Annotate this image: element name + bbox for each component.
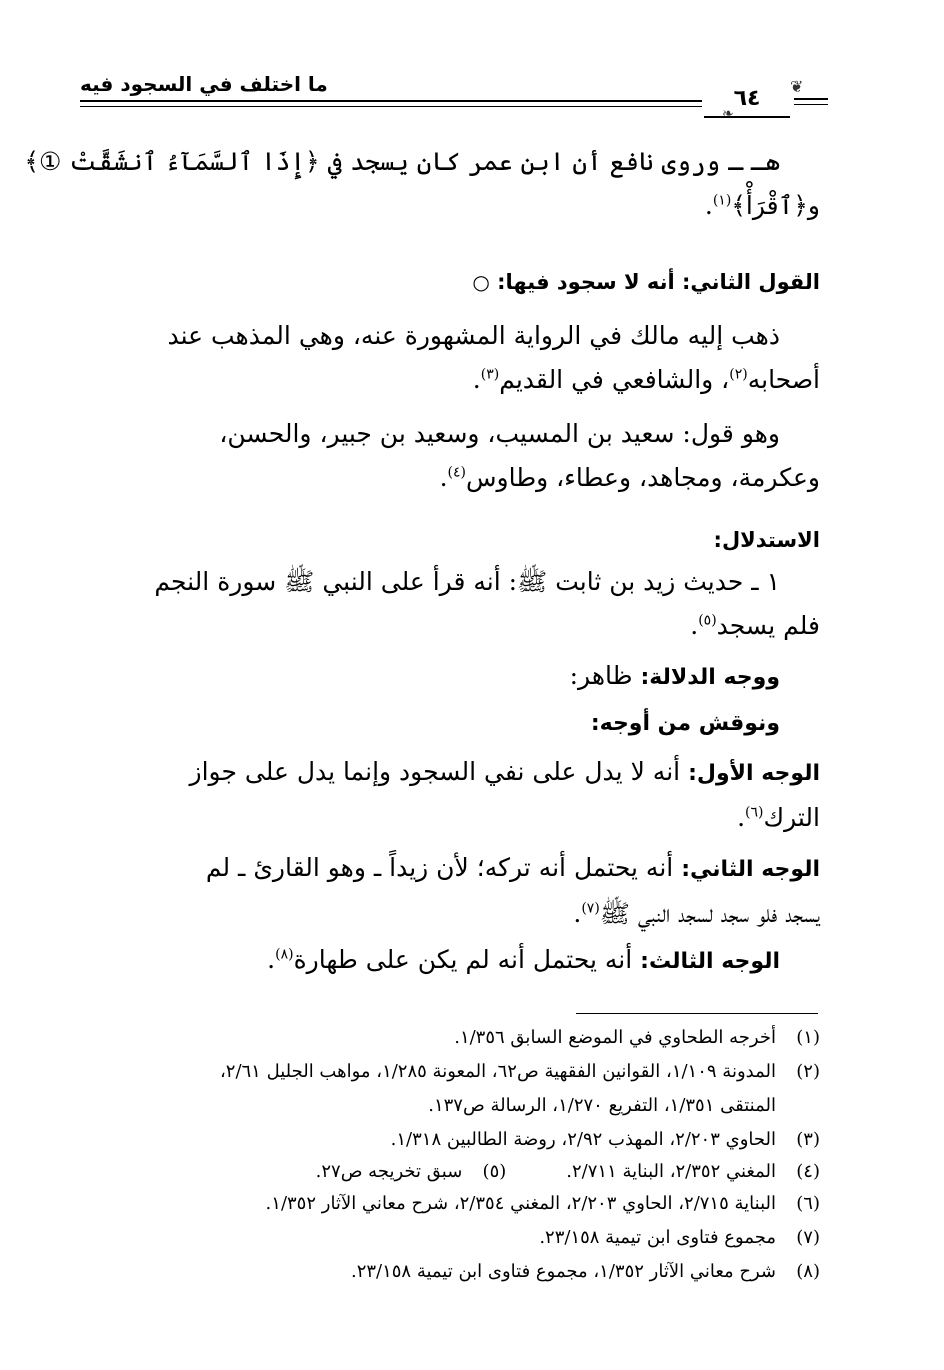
body-line	[80, 458, 820, 498]
footnote-ref: (٧)	[581, 900, 600, 917]
period: .	[704, 191, 713, 220]
body-line	[80, 894, 820, 934]
footnote-text: مجموع فتاوى ابن تيمية ٢٣/١٥٨.	[539, 1227, 776, 1248]
footnote-ref: (٨)	[275, 946, 294, 963]
footnote-number: (٦)	[796, 1193, 820, 1214]
footnote-text: أخرجه الطحاوي في الموضع السابق ١/٣٥٦.	[454, 1027, 776, 1048]
header-ornament-icon: ❧	[722, 106, 734, 122]
header-rule	[80, 100, 702, 102]
header-rule-right	[794, 98, 828, 100]
text-run: يسجد فلو سجد لسجد النبي ﷺ	[599, 899, 820, 928]
body-line	[80, 360, 820, 400]
footnote	[80, 1024, 820, 1051]
body-line: هـ ـ وروى نافع أن ابن عمر كان يسجد في ﴿إِذَا ٱلسَّمَآءُ ٱنشَقَّتْ ①﴾	[24, 147, 780, 176]
footnote	[80, 1126, 820, 1153]
footnote-separator	[576, 1013, 818, 1014]
text-run: وعكرمة، ومجاهد، وعطاء، وطاوس	[465, 463, 820, 492]
footnote-number: (٣)	[796, 1129, 820, 1150]
footnote-number: (١)	[796, 1027, 820, 1048]
header-ornament-icon: ❦	[790, 77, 804, 96]
body-line: ١ ـ حديث زيد بن ثابت ﷺ: أنه قرأ على النبي ﷺ سورة النجم	[154, 567, 780, 596]
label: الوجه الثاني:	[681, 857, 820, 882]
footnote-text: المغني ٢/٣٥٢، البناية ٢/٧١١.	[566, 1161, 776, 1182]
body-line	[80, 848, 820, 890]
footnote-number: (٤)	[796, 1161, 820, 1182]
body-line	[80, 752, 820, 794]
text-run: ظاهر:	[569, 661, 633, 690]
body-line: وهو قول: سعيد بن المسيب، وسعيد بن جبير، والحسن،	[219, 419, 780, 448]
text-run: أنه يحتمل أنه تركه؛ لأن زيداً ـ وهو القارئ ـ لم	[205, 853, 674, 882]
circle-bullet-icon: ○	[472, 270, 490, 294]
footnote-number: (٥)	[482, 1161, 507, 1182]
period: .	[472, 365, 481, 394]
footnote-number: (٧)	[796, 1227, 820, 1248]
section-heading	[80, 262, 820, 302]
body-line	[80, 606, 820, 646]
period: .	[737, 803, 746, 832]
body-line	[80, 940, 780, 982]
text-run: فلم يسجد	[716, 611, 820, 640]
page-number: ٦٤	[733, 86, 761, 111]
text-run: ، والشافعي في القديم	[499, 365, 730, 394]
text-run: أصحابه	[747, 365, 820, 394]
header-rule-thin	[80, 106, 702, 107]
body-line	[80, 798, 820, 838]
text-run: أنه لا يدل على نفي السجود وإنما يدل على جواز	[189, 757, 681, 786]
period: .	[439, 463, 448, 492]
footnote-ref: (٦)	[745, 804, 764, 821]
running-header-title: ما اختلف في السجود فيه	[80, 72, 328, 96]
footnote-ref: (٤)	[447, 464, 466, 481]
footnote-ref: (٥)	[698, 612, 717, 629]
period: .	[267, 945, 276, 974]
text-run: الترك	[763, 803, 820, 832]
header-rule-right-thin	[794, 104, 828, 105]
body-line	[80, 186, 820, 226]
footnote	[80, 1258, 820, 1285]
footnote-continuation: المنتقى ١/٣٥١، التفريع ١/٢٧٠، الرسالة ص١٣٧.	[428, 1095, 776, 1116]
footnote	[80, 1058, 820, 1085]
label: ووجه الدلالة:	[640, 665, 780, 690]
footnote-ref: (٣)	[480, 366, 500, 383]
body-line: ذهب إليه مالك في الرواية المشهورة عنه، وهي المذهب عند	[167, 321, 780, 350]
footnote-number: (٢)	[796, 1061, 820, 1082]
quran-quote: و﴿ٱقْرَأْ﴾	[731, 191, 820, 220]
footnote-text: البناية ٢/٧١٥، الحاوي ٢/٢٠٣، المغني ٢/٣٥٤، شرح معاني الآثار ١/٣٥٢.	[265, 1193, 776, 1214]
footnote-number: (٨)	[796, 1261, 820, 1282]
body-line	[80, 656, 780, 698]
footnote-text: شرح معاني الآثار ١/٣٥٢، مجموع فتاوى ابن تيمية ٢٣/١٥٨.	[350, 1261, 776, 1282]
footnote-ref: (١)	[712, 192, 732, 209]
footnote-text: سبق تخريجه ص٢٧.	[315, 1161, 463, 1182]
subheading: الاستدلال:	[713, 528, 820, 552]
label: الوجه الثالث:	[640, 949, 780, 974]
footnote-text: الحاوي ٢/٢٠٣، المهذب ٢/٩٢، روضة الطالبين ١/٣١٨.	[390, 1129, 776, 1150]
subheading: ونوقش من أوجه:	[590, 711, 780, 736]
period: .	[690, 611, 699, 640]
footnote-ref: (٢)	[729, 366, 748, 383]
footnote	[80, 1190, 820, 1217]
footnote-text: المدونة ١/١٠٩، القوانين الفقهية ص٦٢، المعونة ١/٢٨٥، مواهب الجليل ٢/٦١،	[219, 1061, 776, 1082]
label: الوجه الأول:	[688, 761, 820, 786]
text-run: أنه يحتمل أنه لم يكن على طهارة	[293, 945, 633, 974]
footnote	[80, 1224, 820, 1251]
footnote	[80, 1158, 820, 1185]
section-heading-text: القول الثاني: أنه لا سجود فيها:	[497, 270, 820, 294]
period: .	[573, 899, 582, 928]
